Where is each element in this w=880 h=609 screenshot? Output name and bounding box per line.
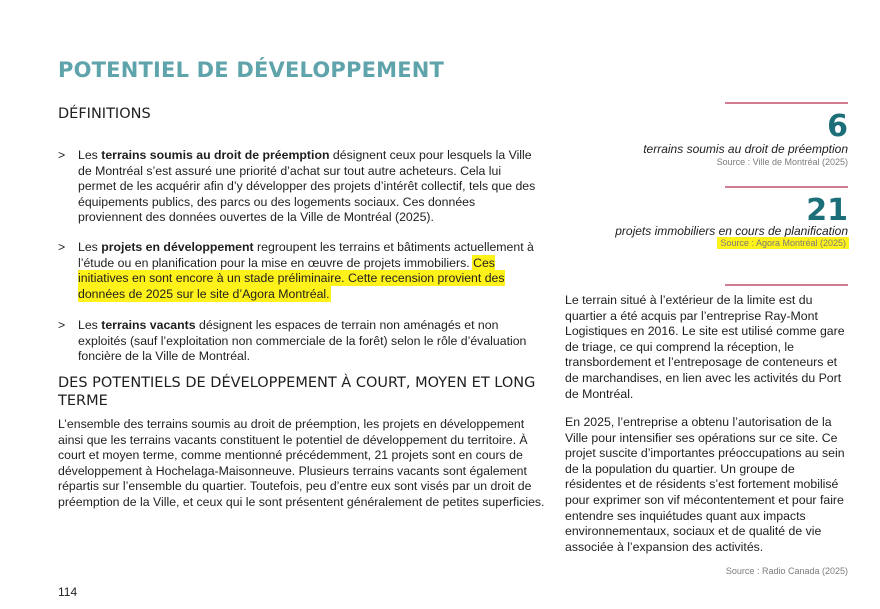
side-source: Source : Radio Canada (2025) [725, 566, 848, 576]
stat-source-preemption: Source : Ville de Montréal (2025) [716, 157, 848, 167]
stat-source-projects: Source : Agora Montréal (2025) [720, 238, 846, 248]
definitions-heading: DÉFINITIONS [58, 106, 151, 122]
definition-text [78, 148, 536, 226]
page-number: 114 [58, 585, 78, 599]
bullet-arrow-icon: > [58, 240, 66, 254]
page-title: POTENTIEL DE DÉVELOPPEMENT [58, 58, 445, 82]
bullet-arrow-icon: > [58, 318, 66, 332]
side-paragraph: Le terrain situé à l’extérieur de la limite est du quartier a été acquis par l’entreprise Ray-Mont Logistiques en 2016. Le site est utilisé comme gare de triage, ce qui comprend la réception, le transbordement et l’entreposage de conteneurs et de marchandises, en lien avec les activités du Port de Montréal. [565, 293, 845, 401]
definition-item-vacant [58, 318, 536, 365]
side-paragraph: En 2025, l’entreprise a obtenu l’autorisation de la Ville pour intensifier ses opérations sur ce site. Ce projet suscite d’importantes préoccupations au sein de la population du quartier. Un groupe de résidentes et de résidents s’est fortement mobilisé pour exprimer son vif mécontentement et pour faire entendre ses inquiétudes quant aux impacts environnementaux, sociaux et de qualité de vie associée à l’expansion des activités. [565, 415, 845, 554]
definition-lead: Les [78, 148, 102, 162]
divider [725, 186, 848, 188]
definition-body: regroupent les terrains et bâtiments actuellement à l’étude ou en planification pour la mise en œuvre de projets immobiliers. [78, 240, 534, 270]
divider [725, 102, 848, 104]
definition-term: terrains vacants [101, 318, 196, 332]
definition-body: désignent les espaces de terrain non aménagés et non exploités (sauf l’exploitation non commerciale de la forêt) selon le rôle d’évaluation foncière de la Ville de Montréal. [78, 318, 527, 364]
definition-term: terrains soumis au droit de préemption [101, 148, 330, 162]
definition-lead: Les [78, 318, 102, 332]
stat-number-preemption: 6 [827, 109, 848, 144]
potentials-heading: DES POTENTIELS DE DÉVELOPPEMENT À COURT, MOYEN ET LONG TERME [58, 375, 536, 409]
bullet-arrow-icon: > [58, 148, 66, 162]
divider [725, 284, 848, 286]
highlighted-text: Ces initiatives en sont encore à un stade préliminaire. Cette recension provient des données de 2025 sur le site d’Agora Montréal. [78, 255, 505, 301]
definition-item-projects [58, 240, 536, 302]
definition-lead: Les [78, 240, 102, 254]
stat-number-projects: 21 [806, 193, 848, 228]
definition-body: désignent ceux pour lesquels la Ville de Montréal s’est assuré une priorité d’achat sur tout autre acheteurs. Cela lui permet de les acquérir afin d’y développer des projets d’intérêt collectif, tels que des équipements publics, des parcs ou des logements sociaux. Ces données proviennent des données ouvertes de la Ville de Montréal (2025). [78, 148, 536, 225]
definition-text [78, 318, 536, 365]
stat-label-projects: projets immobiliers en cours de planification [615, 224, 848, 238]
definition-term: projets en développement [101, 240, 254, 254]
stat-label-preemption: terrains soumis au droit de préemption [643, 142, 848, 156]
definition-text [78, 240, 536, 302]
definition-item-preemption [58, 148, 536, 226]
potentials-paragraph: L’ensemble des terrains soumis au droit de préemption, les projets en développement ainsi que les terrains vacants constituent le potentiel de développement du territoire. À court et moyen terme, comme mentionné précédemment, 21 projets sont en cours de développement à Hochelaga-Maisonneuve. Plusieurs terrains vacants sont également répartis sur l’ensemble du quartier. Toutefois, peu d’entre eux sont visés par un droit de préemption de la Ville, et ceux qui le sont présentent généralement de petites superficies. [58, 417, 545, 509]
